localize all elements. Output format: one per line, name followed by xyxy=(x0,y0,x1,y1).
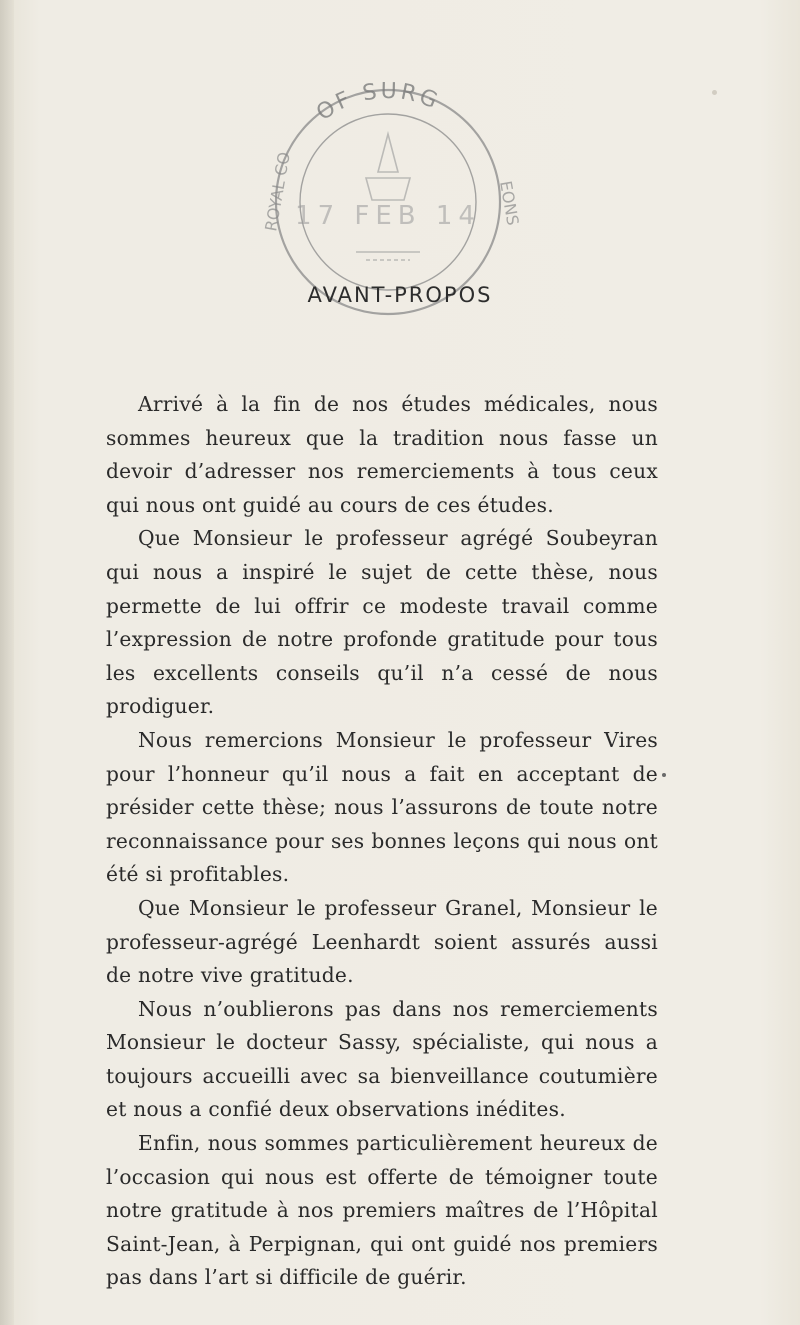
paragraph-4: Que Monsieur le professeur Granel, Monsieur le professeur-agrégé Leenhardt soient assurés aussi de notre vive gratitude. xyxy=(106,895,658,988)
paragraph-5: Nous n’oublierons pas dans nos remerciements Monsieur le docteur Sassy, spécialiste, qui nous a toujours accueilli avec sa bienveillance coutumière et nous a confié deux observations inédites. xyxy=(106,996,658,1122)
page-edge-shadow xyxy=(0,0,14,1325)
paragraph-1: Arrivé à la fin de nos études médicales, nous sommes heureux que la tradition nous fasse un devoir d’adresser nos remerciements à tous ceux qui nous ont guidé au cours de ces études. xyxy=(106,392,658,517)
page-title: AVANT-PROPOS xyxy=(307,283,493,307)
stamp-left-text: ROYAL CO xyxy=(261,150,294,233)
paper-spot xyxy=(640,1240,646,1246)
body-text xyxy=(106,388,658,1295)
paragraph-6: Enfin, nous sommes particulièrement heureux de l’occasion qui nous est offerte de témoigner toute notre gratitude à nos premiers maîtres de l’Hôpital Saint-Jean, à Perpignan, qui ont guidé nos premiers pas dans l’art si difficile de guérir. xyxy=(106,1131,658,1290)
ink-speck xyxy=(662,773,666,777)
stamp-right-text: EONS xyxy=(496,179,523,227)
paragraph-2: Que Monsieur le professeur agrégé Soubeyran qui nous a inspiré le sujet de cette thèse, nous permette de lui offrir ce modeste travail comme l’expression de notre profonde gratitude pour tous les excellents conseils qu’il n’a cessé de nous prodiguer. xyxy=(106,526,658,719)
paragraph-3: Nous remercions Monsieur le professeur Vires pour l’honneur qu’il nous a fait en acceptant de présider cette thèse; nous l’assurons de toute notre reconnaissance pour ses bonnes leçons qui nous ont été si profitables. xyxy=(106,727,658,887)
stamp-arc-text: OF SURG xyxy=(312,82,444,126)
stamp-date: 17 FEB 14 xyxy=(295,201,481,231)
paper-spot xyxy=(712,90,717,95)
